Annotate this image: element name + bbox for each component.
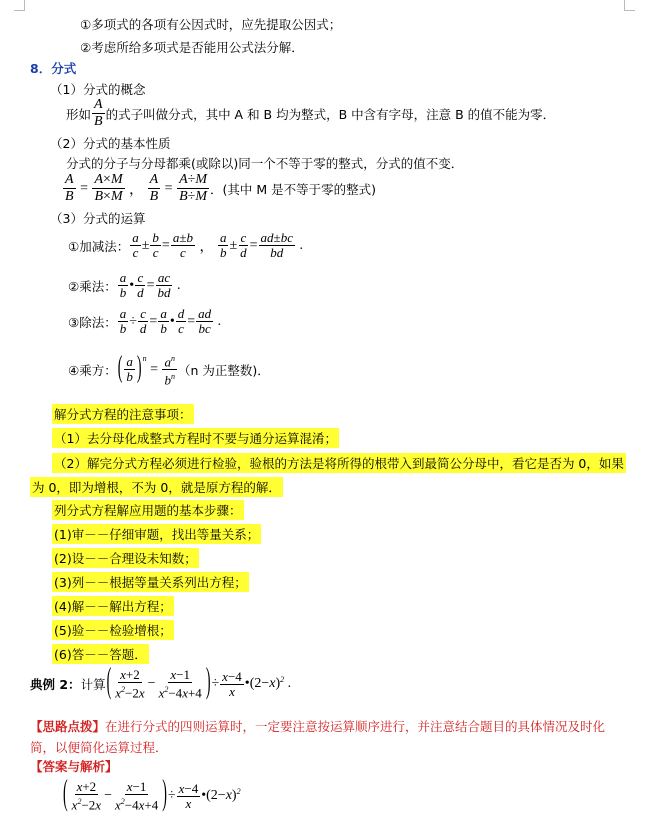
power-formula: ( $\frac{a}{b}$ ) $^n$ = $\frac{a^n}{b^n}$ [117,352,175,388]
subsection-operations: （3）分式的运算 [50,211,146,226]
note-1: （1）去分母化成整式方程时不要与通分运算混淆； [52,428,339,448]
hint-line-1 [30,717,605,735]
property-note: ．(其中 M 是不等于零的整式) [210,181,376,197]
addition-label: ①加减法： [68,238,130,254]
definition-prefix: 形如 [66,106,92,122]
step-5: (5)验－－检验增根； [52,620,174,640]
step-2: (2)设－－合理设未知数； [52,548,199,568]
hint-text: 在进行分式的四则运算时，一定要注意按运算顺序进行，并注意结合题目的具体情况及时化 [105,719,606,734]
multiplication-label: ②乘法： [68,278,117,294]
corner-mark-right [624,0,635,11]
addition-rule [68,231,303,260]
factor-tip-2: ②考虑所给多项式是否能用公式法分解． [80,40,304,55]
division-rule [68,307,221,336]
step-6: (6)答－－答题． [52,644,149,664]
notes-title: 解分式方程的注意事项： [52,404,194,424]
example-prefix: 计算 [80,677,106,693]
multiplication-rule [68,271,181,300]
step-4: (4)解－－解出方程； [52,596,174,616]
subsection-property: （2）分式的基本性质 [50,136,171,151]
example-2 [30,663,292,703]
example-label: 典例 2： [30,677,81,693]
addition-formula: $\frac{a}{c}$ ± $\frac{b}{c}$ = $\frac{a\pm b}{c}$ ， $\frac{a}{b}$ ± $\frac{c}{d}$ = $\frac{ad\pm bc}{bd}$ . [132,230,303,260]
factor-tip-1: ①多项式的各项有公因式时，应先提取公因式； [80,17,342,32]
steps-title: 列分式方程解应用题的基本步骤： [52,500,244,520]
definition-text: 的式子叫做分式，其中 A 和 B 均为整式，B 中含有字母，注意 B 的值不能为零． [105,106,556,122]
division-label: ③除法： [68,314,117,330]
property-statement: 分式的分子与分母都乘(或除以)同一个不等于零的整式，分式的值不变． [66,156,464,171]
subsection-concept: （1）分式的概念 [50,82,146,97]
division-formula: $\frac{a}{b}$ ÷ $\frac{c}{d}$ = $\frac{a}{b}$ • $\frac{d}{c}$ = $\frac{ad}{bc}$ . [119,306,222,336]
hint-line-2: 简，以便简化运算过程． [30,740,168,755]
hint-label: 【思路点拨】 [30,719,106,734]
example-expression: ( $\frac{x+2}{x^2-2x}$ − $\frac{x-1}{x^2-4x+4}$ ) ÷ $\frac{x-4}{x}$ •(2− x ) $^2$ . [106,663,292,703]
power-label: ④乘方： [68,362,117,378]
step-3: (3)列－－根据等量关系列出方程； [52,572,249,592]
answer-expression: ( $\frac{x+2}{x^2-2x}$ − $\frac{x-1}{x^2-4x+4}$ ) ÷ $\frac{x-4}{x}$ •(2− x ) $^2$ [63,775,241,815]
corner-mark-left [14,0,25,11]
power-rule [68,352,270,388]
property-formula: $\frac{A}{B}$ = $\frac{A\times M}{B\times M}$ ， $\frac{A}{B}$ = $\frac{A\div M}{B\div M}$ ．(其中 M 是不等于零的整式) [65,172,376,204]
fraction-a-over-b: $\frac{A}{B}$ [94,97,103,129]
note-2-line2: 为 0，即为增根，不为 0，就是原方程的解． [30,477,283,497]
power-note: （n 为正整数)． [177,362,270,378]
answer-label: 【答案与解析】 [30,759,118,774]
multiplication-formula: $\frac{a}{b}$ • $\frac{c}{d}$ = $\frac{ac}{bd}$ . [119,270,181,300]
note-2-line1: （2）解完分式方程必须进行检验，验根的方法是将所得的根带入到最简公分母中，看它是否为 0，如果 [52,453,626,473]
fraction-definition [66,97,555,130]
step-1: (1)审－－仔细审题，找出等量关系； [52,524,261,544]
section-heading: 8．分式 [30,61,77,76]
